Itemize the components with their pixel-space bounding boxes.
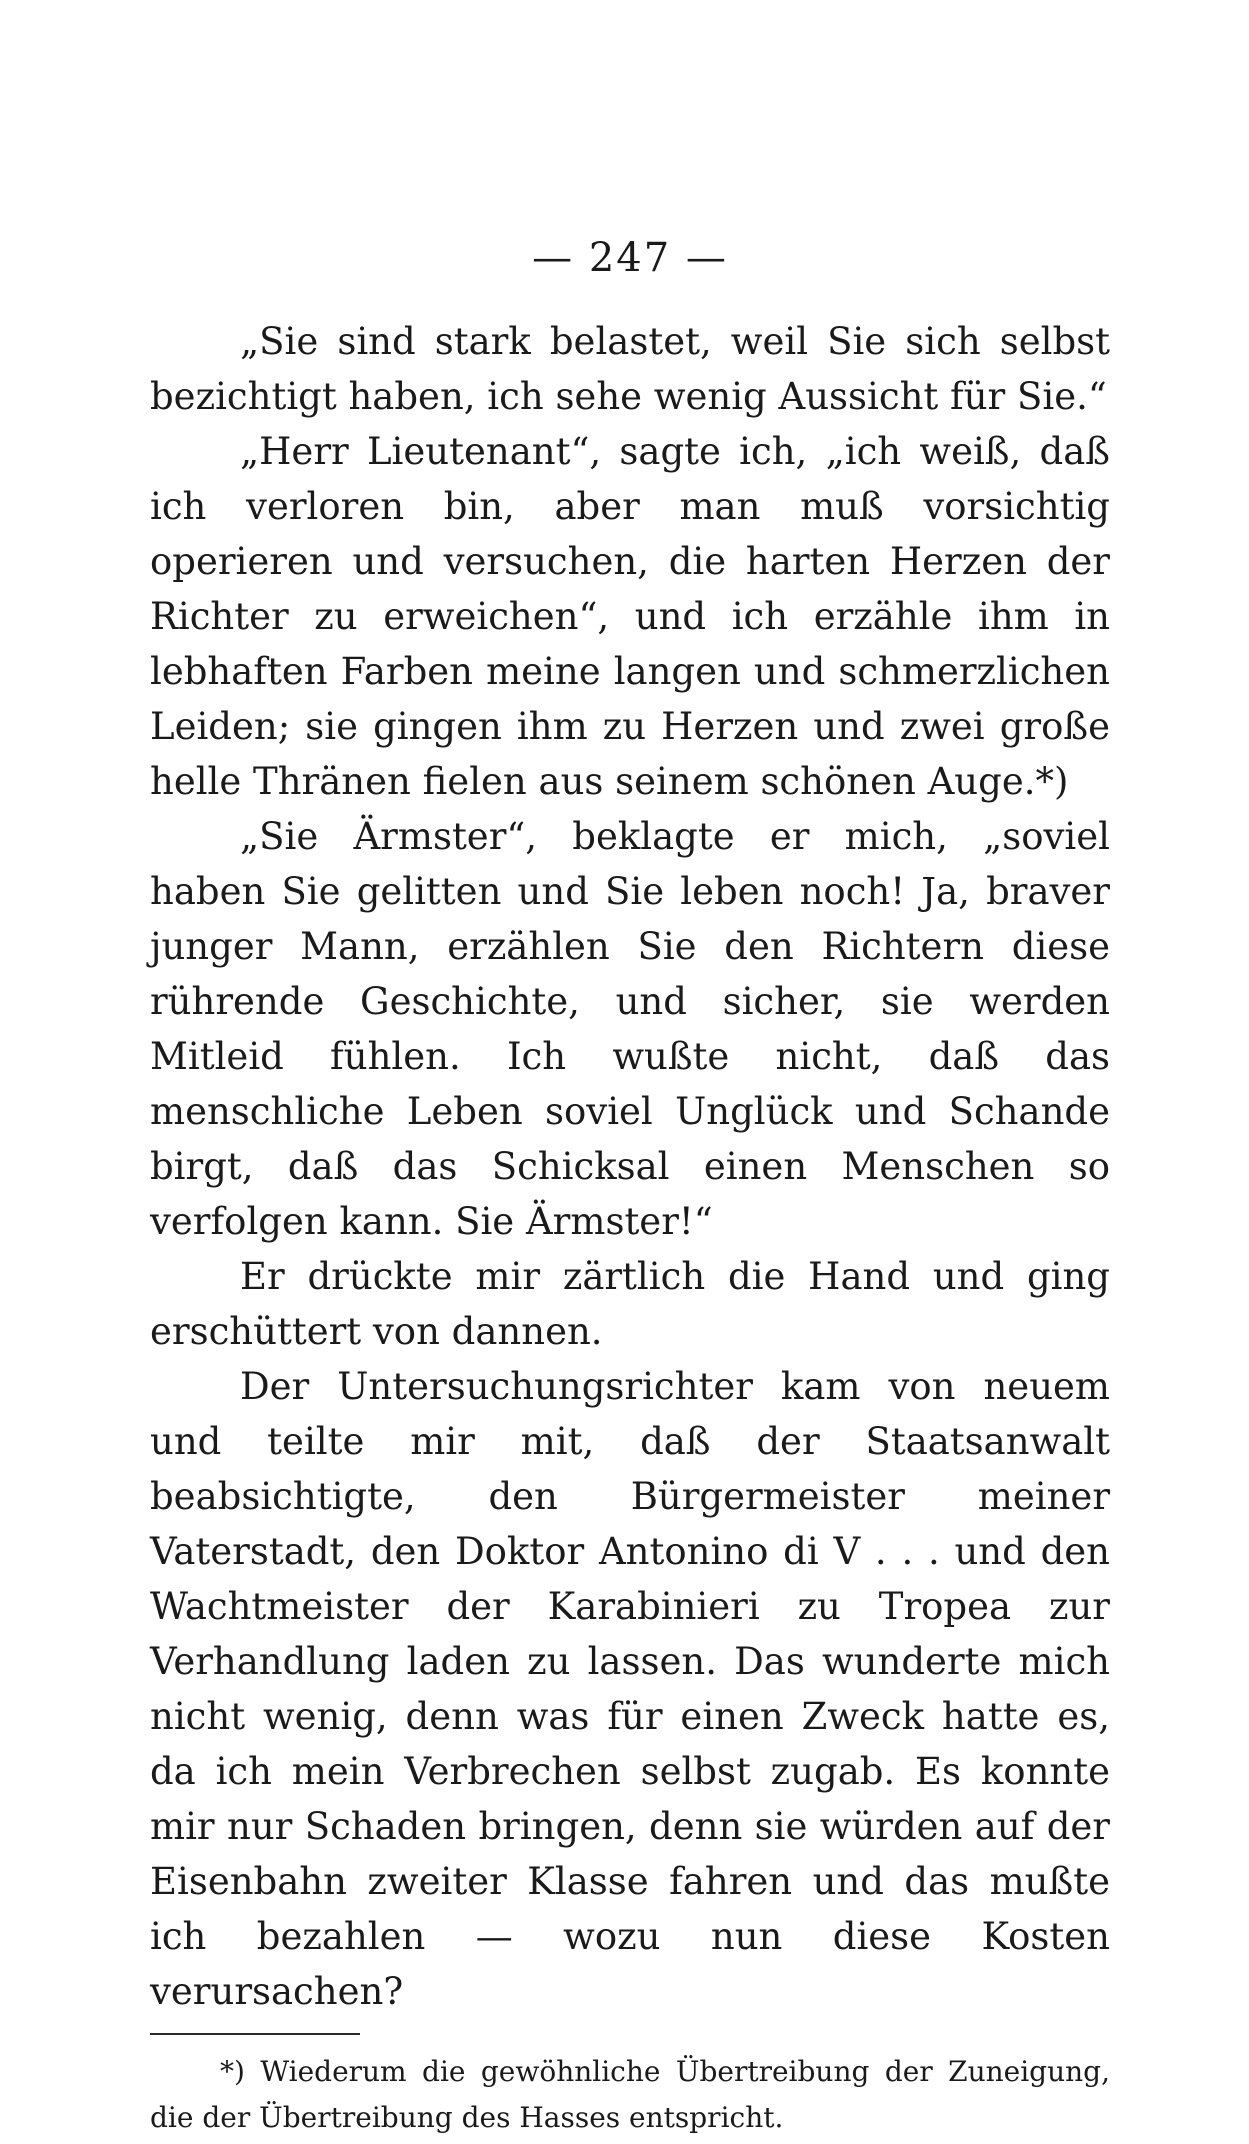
paragraph: Er drückte mir zärtlich die Hand und ging erschüttert von dannen. — [150, 1255, 1110, 1353]
footnote — [150, 2049, 1110, 2141]
paragraph: „Sie sind stark belastet, weil Sie sich selbst bezichtigt haben, ich sehe wenig Aussicht für Sie.“ — [150, 320, 1110, 418]
paragraph: „Sie Ärmster“, beklagte er mich, „soviel haben Sie gelitten und Sie leben noch! Ja, braver junger Mann, erzählen Sie den Richtern diese rührende Geschichte, und sicher, sie werden Mitleid fühlen. Ich wußte nicht, daß das menschliche Leben soviel Unglück und Schande birgt, daß das Schicksal einen Menschen so verfolgen kann. Sie Ärmster!“ — [150, 815, 1110, 1243]
paragraph: Der Untersuchungsrichter kam von neuem und teilte mir mit, daß der Staatsanwalt beabsichtigte, den Bürgermeister meiner Vaterstadt, den Doktor Antonino di V . . . und den Wachtmeister der Karabinieri zu Tropea zur Verhandlung laden zu lassen. Das wunderte mich nicht wenig, denn was für einen Zweck hatte es, da ich mein Verbrechen selbst zugab. Es konnte mir nur Schaden bringen, denn sie würden auf der Eisenbahn zweiter Klasse fahren und das mußte ich bezahlen — wozu nun diese Kosten verursachen? — [150, 1365, 1110, 2013]
footnote-divider — [150, 2033, 360, 2035]
body-text — [150, 314, 1110, 2019]
footnote-text: *) Wiederum die gewöhnliche Übertreibung der Zuneigung, die der Übertreibung des Hasses entspricht. — [150, 2055, 1110, 2134]
paragraph: „Herr Lieutenant“, sagte ich, „ich weiß, daß ich verloren bin, aber man muß vorsichtig operieren und versuchen, die harten Herzen der Richter zu erweichen“, und ich erzähle ihm in lebhaften Farben meine langen und schmerzlichen Leiden; sie gingen ihm zu Herzen und zwei große helle Thränen fielen aus seinem schönen Auge.*) — [150, 430, 1110, 803]
book-page — [150, 230, 1110, 2141]
page-number: — 247 — — [532, 235, 728, 281]
